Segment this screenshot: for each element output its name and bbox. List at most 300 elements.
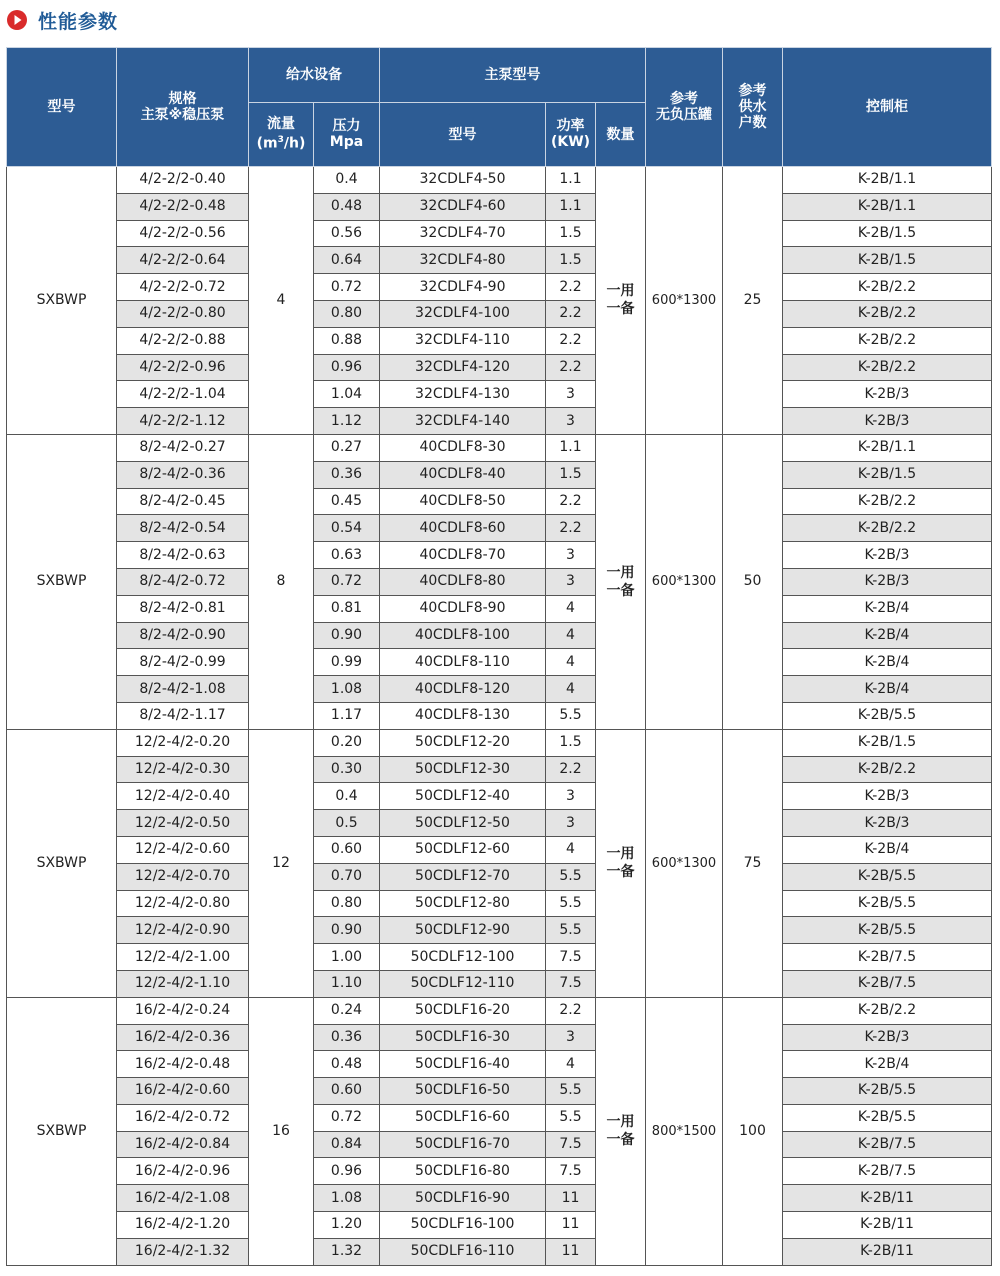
power-cell: 3: [546, 810, 596, 837]
households-cell: 50: [723, 434, 783, 729]
control-cabinet-cell: K-2B/4: [783, 1051, 992, 1078]
table-row: [7, 247, 992, 274]
pressure-cell: 0.90: [314, 622, 380, 649]
power-cell: 11: [546, 1212, 596, 1239]
power-cell: 4: [546, 1051, 596, 1078]
spec-cell: 16/2-4/2-0.24: [117, 997, 249, 1024]
pump-model-cell: 32CDLF4-50: [380, 167, 546, 194]
spec-cell: 4/2-2/2-1.12: [117, 408, 249, 435]
table-row: [7, 756, 992, 783]
spec-cell: 16/2-4/2-0.72: [117, 1104, 249, 1131]
pump-model-cell: 40CDLF8-100: [380, 622, 546, 649]
power-cell: 2.2: [546, 300, 596, 327]
quantity-cell: [596, 434, 646, 729]
pressure-cell: 1.00: [314, 944, 380, 971]
table-row: [7, 997, 992, 1024]
header-pressure: [314, 103, 380, 167]
pressure-cell: 0.54: [314, 515, 380, 542]
pump-model-cell: 32CDLF4-100: [380, 300, 546, 327]
control-cabinet-cell: K-2B/2.2: [783, 756, 992, 783]
header-pump-model: 型号: [380, 103, 546, 167]
model-cell: SXBWP: [7, 997, 117, 1265]
quantity-line1: 一用: [606, 846, 635, 863]
spec-cell: 16/2-4/2-1.08: [117, 1185, 249, 1212]
table-row: [7, 917, 992, 944]
table-row: [7, 836, 992, 863]
spec-cell: 16/2-4/2-0.48: [117, 1051, 249, 1078]
control-cabinet-cell: K-2B/2.2: [783, 997, 992, 1024]
power-cell: 1.1: [546, 167, 596, 194]
spec-cell: 16/2-4/2-0.60: [117, 1078, 249, 1105]
pressure-cell: 0.64: [314, 247, 380, 274]
pump-model-cell: 40CDLF8-80: [380, 568, 546, 595]
spec-cell: 12/2-4/2-0.90: [117, 917, 249, 944]
header-flow-unit-sup: 3: [277, 135, 284, 146]
pressure-cell: 1.08: [314, 676, 380, 703]
pump-model-cell: 32CDLF4-140: [380, 408, 546, 435]
table-row: [7, 676, 992, 703]
header-main-pump: 主泵型号: [380, 48, 646, 103]
spec-cell: 4/2-2/2-0.64: [117, 247, 249, 274]
quantity-cell: [596, 997, 646, 1265]
spec-cell: 16/2-4/2-0.96: [117, 1158, 249, 1185]
control-cabinet-cell: K-2B/2.2: [783, 488, 992, 515]
power-cell: 3: [546, 381, 596, 408]
pump-model-cell: 50CDLF12-110: [380, 970, 546, 997]
pressure-cell: 0.60: [314, 1078, 380, 1105]
table-row: [7, 408, 992, 435]
page-title: 性能参数: [38, 10, 119, 33]
spec-cell: 12/2-4/2-0.50: [117, 810, 249, 837]
control-cabinet-cell: K-2B/1.5: [783, 461, 992, 488]
table-row: [7, 1078, 992, 1105]
power-cell: 2.2: [546, 997, 596, 1024]
table-row: [7, 1238, 992, 1265]
power-cell: 2.2: [546, 515, 596, 542]
pump-model-cell: 50CDLF16-110: [380, 1238, 546, 1265]
table-row: [7, 542, 992, 569]
pressure-cell: 1.17: [314, 702, 380, 729]
pressure-cell: 0.72: [314, 1104, 380, 1131]
table-row: [7, 890, 992, 917]
quantity-cell: [596, 167, 646, 435]
pressure-cell: 0.63: [314, 542, 380, 569]
power-cell: 5.5: [546, 890, 596, 917]
power-cell: 1.5: [546, 461, 596, 488]
table-row: [7, 461, 992, 488]
quantity-line2: 一备: [606, 864, 635, 881]
pressure-cell: 0.48: [314, 1051, 380, 1078]
table-row: [7, 220, 992, 247]
table-row: [7, 1212, 992, 1239]
pump-model-cell: 50CDLF12-80: [380, 890, 546, 917]
pressure-cell: 0.60: [314, 836, 380, 863]
pump-model-cell: 50CDLF12-50: [380, 810, 546, 837]
pressure-cell: 0.48: [314, 193, 380, 220]
table-row: [7, 702, 992, 729]
control-cabinet-cell: K-2B/3: [783, 408, 992, 435]
control-cabinet-cell: K-2B/1.5: [783, 220, 992, 247]
power-cell: 3: [546, 408, 596, 435]
spec-cell: 8/2-4/2-0.72: [117, 568, 249, 595]
quantity-line1: 一用: [606, 1114, 635, 1131]
pump-model-cell: 50CDLF12-60: [380, 836, 546, 863]
spec-cell: 8/2-4/2-0.27: [117, 434, 249, 461]
table-row: [7, 274, 992, 301]
power-cell: 4: [546, 595, 596, 622]
pump-model-cell: 50CDLF16-80: [380, 1158, 546, 1185]
control-cabinet-cell: K-2B/2.2: [783, 327, 992, 354]
spec-cell: 8/2-4/2-1.17: [117, 702, 249, 729]
model-cell: SXBWP: [7, 167, 117, 435]
control-cabinet-cell: K-2B/11: [783, 1212, 992, 1239]
pressure-cell: 0.80: [314, 300, 380, 327]
header-pressure-line1: 压力: [332, 118, 361, 134]
spec-cell: 4/2-2/2-1.04: [117, 381, 249, 408]
pressure-cell: 0.80: [314, 890, 380, 917]
spec-cell: 12/2-4/2-0.30: [117, 756, 249, 783]
pump-model-cell: 50CDLF12-100: [380, 944, 546, 971]
households-cell: 100: [723, 997, 783, 1265]
quantity-cell: [596, 729, 646, 997]
tank-cell: 800*1500: [646, 997, 723, 1265]
pump-model-cell: 32CDLF4-120: [380, 354, 546, 381]
control-cabinet-cell: K-2B/1.1: [783, 434, 992, 461]
power-cell: 1.5: [546, 220, 596, 247]
pump-model-cell: 50CDLF16-100: [380, 1212, 546, 1239]
quantity-line2: 一备: [606, 582, 635, 599]
pump-model-cell: 32CDLF4-90: [380, 274, 546, 301]
table-row: [7, 300, 992, 327]
spec-cell: 8/2-4/2-0.45: [117, 488, 249, 515]
control-cabinet-cell: K-2B/3: [783, 810, 992, 837]
flow-cell: 4: [249, 167, 314, 435]
control-cabinet-cell: K-2B/7.5: [783, 944, 992, 971]
pressure-cell: 0.36: [314, 1024, 380, 1051]
table-row: [7, 729, 992, 756]
header-tank: [646, 48, 723, 167]
power-cell: 1.1: [546, 434, 596, 461]
pump-model-cell: 40CDLF8-90: [380, 595, 546, 622]
power-cell: 3: [546, 783, 596, 810]
quantity-line2: 一备: [606, 301, 635, 318]
table-row: [7, 649, 992, 676]
pressure-cell: 1.04: [314, 381, 380, 408]
control-cabinet-cell: K-2B/1.1: [783, 167, 992, 194]
spec-cell: 8/2-4/2-1.08: [117, 676, 249, 703]
pump-model-cell: 50CDLF16-20: [380, 997, 546, 1024]
power-cell: 4: [546, 622, 596, 649]
power-cell: 2.2: [546, 488, 596, 515]
control-cabinet-cell: K-2B/5.5: [783, 917, 992, 944]
pressure-cell: 1.20: [314, 1212, 380, 1239]
pump-model-cell: 40CDLF8-70: [380, 542, 546, 569]
control-cabinet-cell: K-2B/5.5: [783, 1104, 992, 1131]
control-cabinet-cell: K-2B/2.2: [783, 354, 992, 381]
section-title: [6, 6, 118, 34]
flow-cell: 16: [249, 997, 314, 1265]
header-flow: [249, 103, 314, 167]
tank-cell: 600*1300: [646, 434, 723, 729]
pressure-cell: 0.90: [314, 917, 380, 944]
table-row: [7, 1024, 992, 1051]
table-row: [7, 810, 992, 837]
table-row: [7, 568, 992, 595]
spec-cell: 12/2-4/2-0.20: [117, 729, 249, 756]
spec-cell: 12/2-4/2-0.70: [117, 863, 249, 890]
pump-model-cell: 40CDLF8-40: [380, 461, 546, 488]
table-row: [7, 434, 992, 461]
pressure-cell: 0.27: [314, 434, 380, 461]
header-households: [723, 48, 783, 167]
control-cabinet-cell: K-2B/5.5: [783, 1078, 992, 1105]
pressure-cell: 0.70: [314, 863, 380, 890]
spec-cell: 4/2-2/2-0.88: [117, 327, 249, 354]
spec-cell: 12/2-4/2-1.10: [117, 970, 249, 997]
pressure-cell: 0.20: [314, 729, 380, 756]
table-row: [7, 488, 992, 515]
pump-model-cell: 50CDLF16-30: [380, 1024, 546, 1051]
table-row: [7, 1185, 992, 1212]
performance-table: [6, 47, 992, 1266]
header-model: 型号: [7, 48, 117, 167]
pump-model-cell: 32CDLF4-60: [380, 193, 546, 220]
control-cabinet-cell: K-2B/1.5: [783, 247, 992, 274]
pump-model-cell: 50CDLF12-20: [380, 729, 546, 756]
power-cell: 4: [546, 836, 596, 863]
spec-cell: 12/2-4/2-0.60: [117, 836, 249, 863]
power-cell: 11: [546, 1185, 596, 1212]
flow-cell: 8: [249, 434, 314, 729]
table-row: [7, 970, 992, 997]
model-cell: SXBWP: [7, 434, 117, 729]
pressure-cell: 0.36: [314, 461, 380, 488]
header-flow-unit-pre: (m: [256, 135, 278, 152]
spec-cell: 8/2-4/2-0.63: [117, 542, 249, 569]
pressure-cell: 0.30: [314, 756, 380, 783]
quantity-line1: 一用: [606, 564, 635, 581]
table-body: [7, 167, 992, 1266]
table-row: [7, 1104, 992, 1131]
pump-model-cell: 50CDLF12-30: [380, 756, 546, 783]
pressure-cell: 1.12: [314, 408, 380, 435]
control-cabinet-cell: K-2B/3: [783, 381, 992, 408]
pump-model-cell: 40CDLF8-50: [380, 488, 546, 515]
pump-model-cell: 32CDLF4-80: [380, 247, 546, 274]
tank-cell: 600*1300: [646, 167, 723, 435]
spec-cell: 4/2-2/2-0.48: [117, 193, 249, 220]
pump-model-cell: 50CDLF12-90: [380, 917, 546, 944]
control-cabinet-cell: K-2B/7.5: [783, 1131, 992, 1158]
header-tank-line2: 无负压罐: [656, 106, 712, 123]
pump-model-cell: 40CDLF8-30: [380, 434, 546, 461]
pressure-cell: 0.96: [314, 1158, 380, 1185]
header-tank-line1: 参考: [670, 90, 698, 107]
control-cabinet-cell: K-2B/4: [783, 649, 992, 676]
table-row: [7, 1131, 992, 1158]
pump-model-cell: 50CDLF16-70: [380, 1131, 546, 1158]
power-cell: 5.5: [546, 863, 596, 890]
power-cell: 3: [546, 542, 596, 569]
table-row: [7, 783, 992, 810]
pressure-cell: 0.72: [314, 568, 380, 595]
quantity-line1: 一用: [606, 283, 635, 300]
pump-model-cell: 50CDLF16-90: [380, 1185, 546, 1212]
pump-model-cell: 40CDLF8-60: [380, 515, 546, 542]
power-cell: 2.2: [546, 756, 596, 783]
control-cabinet-cell: K-2B/3: [783, 542, 992, 569]
table-row: [7, 354, 992, 381]
control-cabinet-cell: K-2B/11: [783, 1185, 992, 1212]
table-row: [7, 622, 992, 649]
spec-cell: 16/2-4/2-1.20: [117, 1212, 249, 1239]
control-cabinet-cell: K-2B/11: [783, 1238, 992, 1265]
header-quantity: 数量: [596, 103, 646, 167]
model-cell: SXBWP: [7, 729, 117, 997]
table-row: [7, 193, 992, 220]
spec-cell: 4/2-2/2-0.96: [117, 354, 249, 381]
header-households-line2: 供水: [738, 98, 767, 115]
power-cell: 4: [546, 649, 596, 676]
control-cabinet-cell: K-2B/7.5: [783, 970, 992, 997]
power-cell: 2.2: [546, 354, 596, 381]
control-cabinet-cell: K-2B/4: [783, 622, 992, 649]
spec-cell: 16/2-4/2-0.36: [117, 1024, 249, 1051]
pump-model-cell: 32CDLF4-110: [380, 327, 546, 354]
spec-cell: 8/2-4/2-0.54: [117, 515, 249, 542]
pressure-cell: 1.10: [314, 970, 380, 997]
table-row: [7, 515, 992, 542]
table-row: [7, 863, 992, 890]
pressure-cell: 0.24: [314, 997, 380, 1024]
control-cabinet-cell: K-2B/2.2: [783, 274, 992, 301]
power-cell: 5.5: [546, 1078, 596, 1105]
table-row: [7, 944, 992, 971]
pressure-cell: 0.99: [314, 649, 380, 676]
control-cabinet-cell: K-2B/5.5: [783, 890, 992, 917]
control-cabinet-cell: K-2B/4: [783, 836, 992, 863]
spec-cell: 12/2-4/2-1.00: [117, 944, 249, 971]
header-flow-unit-post: /h): [283, 135, 306, 152]
pump-model-cell: 50CDLF12-40: [380, 783, 546, 810]
pressure-cell: 0.45: [314, 488, 380, 515]
power-cell: 7.5: [546, 1158, 596, 1185]
pump-model-cell: 50CDLF16-40: [380, 1051, 546, 1078]
pressure-cell: 0.84: [314, 1131, 380, 1158]
control-cabinet-cell: K-2B/5.5: [783, 702, 992, 729]
control-cabinet-cell: K-2B/1.1: [783, 193, 992, 220]
pressure-cell: 0.81: [314, 595, 380, 622]
spec-cell: 8/2-4/2-0.36: [117, 461, 249, 488]
header-households-line1: 参考: [738, 82, 767, 99]
table-row: [7, 381, 992, 408]
spec-cell: 12/2-4/2-0.80: [117, 890, 249, 917]
spec-cell: 12/2-4/2-0.40: [117, 783, 249, 810]
control-cabinet-cell: K-2B/3: [783, 568, 992, 595]
pressure-cell: 0.4: [314, 783, 380, 810]
play-circle-icon: [6, 9, 28, 31]
spec-cell: 8/2-4/2-0.90: [117, 622, 249, 649]
header-spec-line2: 主泵※稳压泵: [140, 106, 225, 123]
pump-model-cell: 32CDLF4-130: [380, 381, 546, 408]
pump-model-cell: 40CDLF8-130: [380, 702, 546, 729]
tank-cell: 600*1300: [646, 729, 723, 997]
pump-model-cell: 50CDLF12-70: [380, 863, 546, 890]
table-row: [7, 327, 992, 354]
control-cabinet-cell: K-2B/4: [783, 595, 992, 622]
control-cabinet-cell: K-2B/2.2: [783, 300, 992, 327]
households-cell: 75: [723, 729, 783, 997]
header-power-line2: (KW): [550, 134, 591, 150]
power-cell: 1.5: [546, 729, 596, 756]
header-power-line1: 功率: [556, 118, 585, 134]
header-households-line3: 户数: [738, 114, 767, 131]
pump-model-cell: 32CDLF4-70: [380, 220, 546, 247]
power-cell: 4: [546, 676, 596, 703]
pressure-cell: 0.56: [314, 220, 380, 247]
power-cell: 5.5: [546, 1104, 596, 1131]
pressure-cell: 1.32: [314, 1238, 380, 1265]
pump-model-cell: 40CDLF8-120: [380, 676, 546, 703]
flow-cell: 12: [249, 729, 314, 997]
spec-cell: 8/2-4/2-0.99: [117, 649, 249, 676]
power-cell: 2.2: [546, 327, 596, 354]
control-cabinet-cell: K-2B/2.2: [783, 515, 992, 542]
pressure-cell: 0.96: [314, 354, 380, 381]
control-cabinet-cell: K-2B/1.5: [783, 729, 992, 756]
quantity-line2: 一备: [606, 1132, 635, 1149]
header-flow-line2: [257, 132, 306, 152]
spec-cell: 4/2-2/2-0.72: [117, 274, 249, 301]
pressure-cell: 0.72: [314, 274, 380, 301]
header-flow-line1: 流量: [267, 116, 295, 133]
pressure-cell: 0.4: [314, 167, 380, 194]
header-pressure-line2: Mpa: [329, 134, 364, 150]
table-row: [7, 595, 992, 622]
spec-cell: 4/2-2/2-0.40: [117, 167, 249, 194]
pressure-cell: 1.08: [314, 1185, 380, 1212]
header-spec-line1: 规格: [168, 90, 197, 107]
pump-model-cell: 50CDLF16-60: [380, 1104, 546, 1131]
pressure-cell: 0.5: [314, 810, 380, 837]
spec-cell: 4/2-2/2-0.80: [117, 300, 249, 327]
pump-model-cell: 50CDLF16-50: [380, 1078, 546, 1105]
spec-cell: 16/2-4/2-1.32: [117, 1238, 249, 1265]
table-row: [7, 167, 992, 194]
power-cell: 2.2: [546, 274, 596, 301]
power-cell: 3: [546, 1024, 596, 1051]
power-cell: 3: [546, 568, 596, 595]
power-cell: 7.5: [546, 1131, 596, 1158]
power-cell: 7.5: [546, 944, 596, 971]
pressure-cell: 0.88: [314, 327, 380, 354]
table-row: [7, 1158, 992, 1185]
control-cabinet-cell: K-2B/7.5: [783, 1158, 992, 1185]
control-cabinet-cell: K-2B/3: [783, 783, 992, 810]
power-cell: 11: [546, 1238, 596, 1265]
header-control-cabinet: 控制柜: [783, 48, 992, 167]
households-cell: 25: [723, 167, 783, 435]
control-cabinet-cell: K-2B/4: [783, 676, 992, 703]
control-cabinet-cell: K-2B/5.5: [783, 863, 992, 890]
control-cabinet-cell: K-2B/3: [783, 1024, 992, 1051]
spec-cell: 16/2-4/2-0.84: [117, 1131, 249, 1158]
power-cell: 1.1: [546, 193, 596, 220]
power-cell: 5.5: [546, 917, 596, 944]
spec-cell: 8/2-4/2-0.81: [117, 595, 249, 622]
spec-cell: 4/2-2/2-0.56: [117, 220, 249, 247]
power-cell: 7.5: [546, 970, 596, 997]
